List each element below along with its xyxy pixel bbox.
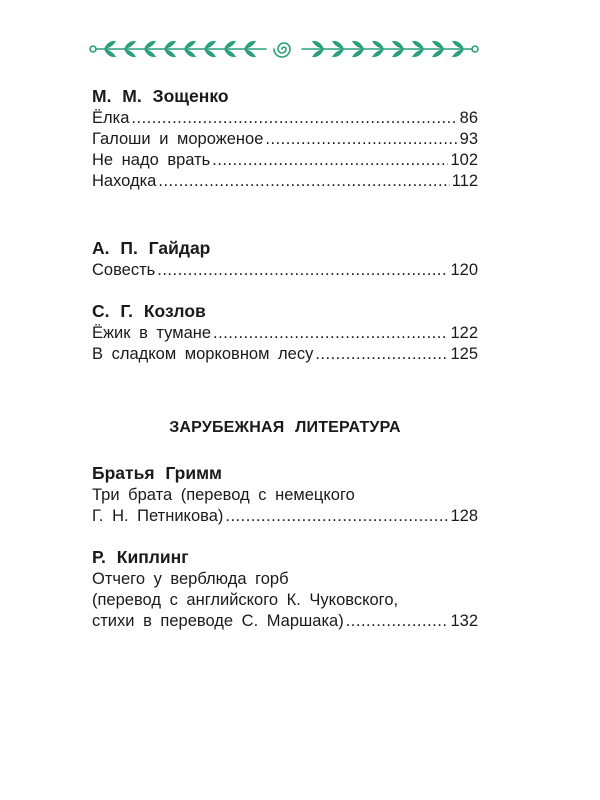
entry-title: Не надо врать: [92, 151, 211, 169]
toc-entry: [92, 129, 478, 150]
entry-title-line: (перевод с английского К. Чуковского,: [92, 591, 399, 609]
entry-title: Находка: [92, 172, 157, 190]
dot-leader: [157, 260, 448, 281]
dot-leader: [212, 150, 448, 171]
entry-title: Галоши и мороженое: [92, 130, 264, 148]
page-number: 125: [450, 345, 478, 363]
dot-leader: [315, 344, 448, 365]
toc-entry: [92, 611, 478, 632]
entry-title: Ёлка: [92, 109, 130, 127]
toc-entry: [92, 344, 478, 365]
dot-leader: [346, 611, 449, 632]
page-number: 132: [450, 612, 478, 630]
entry-title-line: Три брата (перевод с немецкого: [92, 486, 355, 504]
dot-leader: [225, 506, 448, 527]
author-block-kozlov: [92, 299, 478, 365]
author-name: Р. Киплинг: [92, 547, 189, 567]
toc-entry: [92, 108, 478, 129]
section-heading: ЗАРУБЕЖНАЯ ЛИТЕРАТУРА: [169, 419, 401, 436]
entry-title: Совесть: [92, 261, 156, 279]
dot-leader: [213, 323, 448, 344]
entry-title: В сладком морковном лесу: [92, 345, 314, 363]
toc-entry: [92, 171, 478, 192]
entry-title: Г. Н. Петникова): [92, 507, 224, 525]
entry-title: Ёжик в тумане: [92, 324, 212, 342]
author-block-zoshchenko: [92, 84, 478, 192]
author-name: М. М. Зощенко: [92, 86, 229, 106]
page-number: 128: [450, 507, 478, 525]
dot-leader: [265, 129, 457, 150]
toc-entry: [92, 323, 478, 344]
author-name: Братья Гримм: [92, 463, 222, 483]
author-name: С. Г. Козлов: [92, 301, 206, 321]
author-block-gaidar: [92, 236, 478, 281]
page-number: 120: [450, 261, 478, 279]
toc-entry: [92, 506, 478, 527]
author-name: А. П. Гайдар: [92, 238, 211, 258]
page-number: 93: [459, 130, 478, 148]
toc-entry: [92, 260, 478, 281]
author-block-grimm: [92, 461, 478, 527]
vine-ornament-icon: [88, 34, 480, 64]
page-number: 112: [451, 172, 478, 190]
entry-title-line: Отчего у верблюда горб: [92, 570, 289, 588]
toc-entry: [92, 150, 478, 171]
page-number: 86: [459, 109, 478, 127]
author-block-kipling: [92, 545, 478, 632]
dot-leader: [158, 171, 449, 192]
entry-title: стихи в переводе С. Маршака): [92, 612, 344, 630]
table-of-contents: [92, 84, 478, 632]
page-number: 102: [450, 151, 478, 169]
page-number: 122: [450, 324, 478, 342]
dot-leader: [131, 108, 457, 129]
